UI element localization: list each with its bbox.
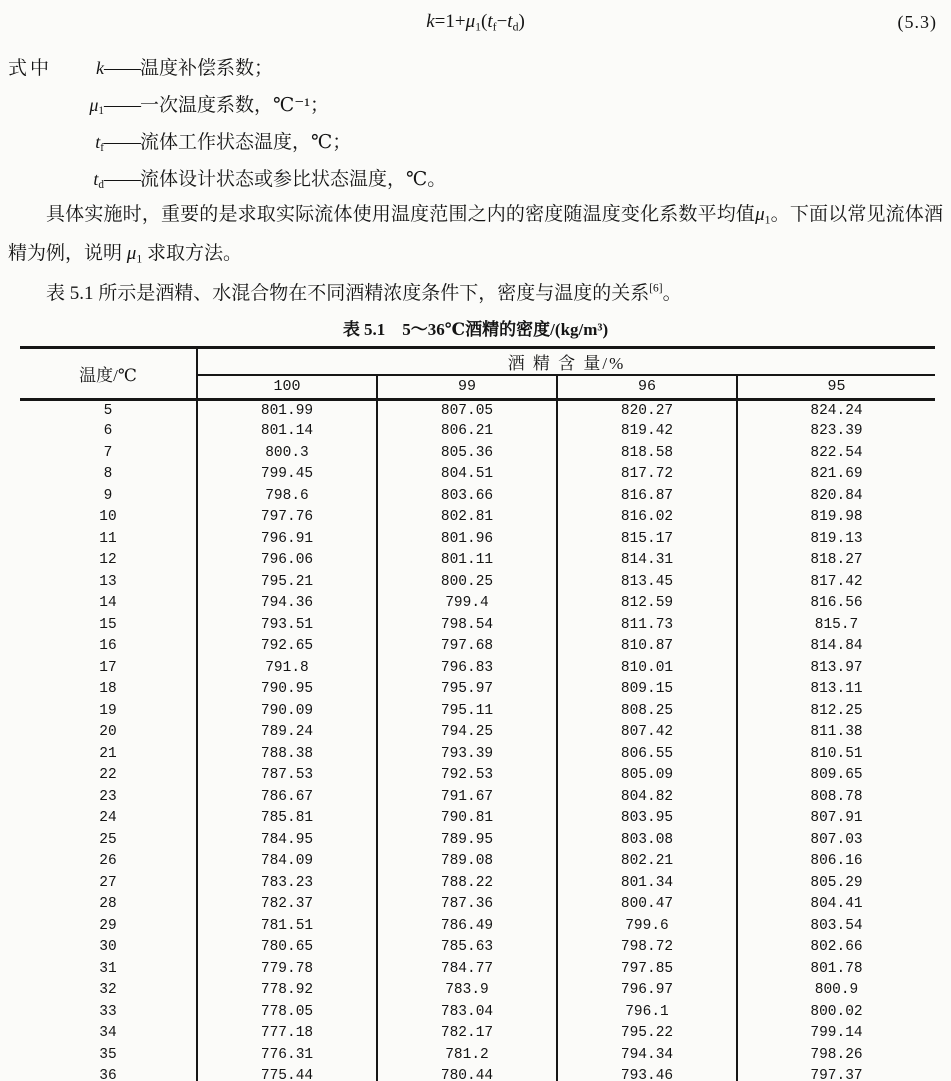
density-cell: 810.51	[810, 745, 863, 762]
col-header-95: 95	[737, 375, 935, 399]
density-cell: 811.38	[810, 724, 863, 741]
table-row	[20, 507, 935, 529]
density-cell: 791.8	[197, 657, 377, 679]
table-row	[20, 915, 935, 937]
table-row	[20, 829, 935, 851]
paragraph-text: 。下面以常见流体酒精为例，说明	[8, 204, 943, 264]
density-cell: 814.84	[810, 638, 863, 655]
density-cell: 801.99	[197, 399, 377, 421]
table-row	[20, 485, 935, 507]
paragraph-table-intro	[8, 277, 943, 311]
density-cell: 813.11	[810, 681, 863, 698]
temperature-cell: 28	[20, 894, 197, 916]
table-row	[20, 550, 935, 572]
table-row	[20, 894, 935, 916]
density-cell: 804.51	[377, 464, 557, 486]
density-cell: 818.58	[557, 442, 737, 464]
temperature-cell: 27	[20, 872, 197, 894]
equation-number: (5.3)	[897, 12, 937, 32]
temperature-cell: 23	[20, 786, 197, 808]
density-cell: 807.42	[557, 722, 737, 744]
density-cell: 791.67	[377, 786, 557, 808]
var-td: t	[507, 11, 513, 32]
temperature-cell: 29	[20, 915, 197, 937]
table-container	[8, 346, 943, 1081]
density-cell: 775.44	[197, 1066, 377, 1081]
var-mu-inline: μ	[755, 204, 765, 225]
density-cell: 797.37	[810, 1067, 863, 1081]
density-cell: 796.06	[197, 550, 377, 572]
table-row	[20, 464, 935, 486]
reference-6: [6]	[649, 282, 663, 295]
density-cell: 810.01	[557, 657, 737, 679]
density-cell: 792.53	[377, 765, 557, 787]
temperature-cell: 31	[20, 958, 197, 980]
density-cell: 779.78	[197, 958, 377, 980]
temperature-cell: 6	[20, 421, 197, 443]
density-cell: 805.29	[810, 874, 863, 891]
table-row	[20, 593, 935, 615]
density-cell: 816.02	[557, 507, 737, 529]
density-cell: 823.39	[810, 423, 863, 440]
col-header-alcohol-content: 酒 精 含 量/%	[197, 348, 935, 376]
density-cell: 778.92	[197, 980, 377, 1002]
density-cell: 781.51	[197, 915, 377, 937]
density-cell: 778.05	[197, 1001, 377, 1023]
density-cell: 801.14	[197, 421, 377, 443]
definition-line-td	[8, 161, 943, 198]
density-cell: 789.95	[377, 829, 557, 851]
density-cell: 804.41	[810, 896, 863, 913]
col-header-100: 100	[197, 375, 377, 399]
definition-line-k	[8, 50, 943, 87]
temperature-cell: 34	[20, 1023, 197, 1045]
table-row	[20, 700, 935, 722]
density-cell: 786.67	[197, 786, 377, 808]
where-label: 式中	[8, 58, 53, 79]
table-row	[20, 937, 935, 959]
density-cell: 784.95	[197, 829, 377, 851]
temperature-cell: 24	[20, 808, 197, 830]
density-cell: 797.68	[377, 636, 557, 658]
density-cell: 819.13	[810, 530, 863, 547]
density-cell: 795.22	[557, 1023, 737, 1045]
density-cell: 801.11	[377, 550, 557, 572]
density-cell: 783.23	[197, 872, 377, 894]
temperature-cell: 25	[20, 829, 197, 851]
term-td: $t_d$	[93, 169, 104, 192]
density-cell: 793.51	[197, 614, 377, 636]
temperature-cell: 7	[20, 442, 197, 464]
density-cell: 800.25	[377, 571, 557, 593]
density-cell: 790.09	[197, 700, 377, 722]
definition-text: 流体工作状态温度，℃；	[140, 132, 352, 153]
density-cell: 802.21	[557, 851, 737, 873]
density-cell: 800.3	[197, 442, 377, 464]
density-cell: 799.14	[810, 1025, 863, 1042]
density-cell: 783.9	[377, 980, 557, 1002]
em-dash: ——	[104, 132, 140, 153]
table-row	[20, 765, 935, 787]
em-dash: ——	[104, 58, 140, 79]
temperature-cell: 32	[20, 980, 197, 1002]
density-cell: 795.97	[377, 679, 557, 701]
table-row	[20, 958, 935, 980]
density-cell: 812.25	[810, 702, 863, 719]
density-cell: 822.54	[810, 444, 863, 461]
table-row	[20, 1044, 935, 1066]
var-mu-inline: μ	[126, 242, 137, 264]
density-cell: 802.81	[377, 507, 557, 529]
temperature-cell: 12	[20, 550, 197, 572]
density-cell: 782.17	[377, 1023, 557, 1045]
density-cell: 798.6	[197, 485, 377, 507]
temperature-cell: 14	[20, 593, 197, 615]
density-cell: 806.55	[557, 743, 737, 765]
temperature-cell: 15	[20, 614, 197, 636]
temperature-cell: 26	[20, 851, 197, 873]
density-cell: 786.49	[377, 915, 557, 937]
density-cell: 814.31	[557, 550, 737, 572]
density-cell: 799.45	[197, 464, 377, 486]
table-row	[20, 786, 935, 808]
temperature-cell: 19	[20, 700, 197, 722]
density-cell: 824.24	[810, 402, 863, 419]
density-cell: 780.44	[377, 1066, 557, 1081]
density-cell: 784.09	[197, 851, 377, 873]
density-cell: 796.1	[557, 1001, 737, 1023]
density-cell: 789.08	[377, 851, 557, 873]
var-mu: μ	[465, 11, 476, 32]
density-cell: 803.08	[557, 829, 737, 851]
density-cell: 807.03	[810, 831, 863, 848]
density-cell: 799.4	[377, 593, 557, 615]
table-title: 表 5.1 5～36℃酒精的密度/(kg/m³)	[342, 320, 609, 340]
density-cell: 800.47	[557, 894, 737, 916]
term-k: k	[96, 58, 104, 78]
density-cell: 792.65	[197, 636, 377, 658]
table-row	[20, 808, 935, 830]
density-cell: 819.42	[557, 421, 737, 443]
density-cell: 818.27	[810, 552, 863, 569]
density-cell: 820.84	[810, 487, 863, 504]
table-row	[20, 636, 935, 658]
density-cell: 794.25	[377, 722, 557, 744]
density-cell: 806.16	[810, 853, 863, 870]
definition-text: 温度补偿系数；	[140, 58, 274, 79]
table-row	[20, 399, 935, 421]
temperature-cell: 18	[20, 679, 197, 701]
density-cell: 808.78	[810, 788, 863, 805]
density-cell: 794.34	[557, 1044, 737, 1066]
var-tf-sub: f	[492, 20, 497, 34]
density-cell: 807.91	[810, 810, 863, 827]
density-cell: 808.25	[557, 700, 737, 722]
var-k: k	[426, 11, 435, 32]
minus-sign: −	[496, 11, 508, 32]
density-cell: 783.04	[377, 1001, 557, 1023]
density-cell: 787.53	[197, 765, 377, 787]
density-cell: 780.65	[197, 937, 377, 959]
density-cell: 801.78	[810, 960, 863, 977]
density-cell: 813.97	[810, 659, 863, 676]
definitions-block	[8, 50, 943, 198]
definition-text: 流体设计状态或参比状态温度，℃。	[140, 169, 447, 190]
temperature-cell: 13	[20, 571, 197, 593]
temperature-cell: 22	[20, 765, 197, 787]
density-cell: 801.96	[377, 528, 557, 550]
density-cell: 793.46	[557, 1066, 737, 1081]
col-header-96: 96	[557, 375, 737, 399]
temperature-cell: 20	[20, 722, 197, 744]
temperature-cell: 30	[20, 937, 197, 959]
formula-5-3	[426, 11, 525, 32]
table-row	[20, 614, 935, 636]
temperature-cell: 33	[20, 1001, 197, 1023]
table-row	[20, 421, 935, 443]
density-cell: 802.66	[810, 939, 863, 956]
temperature-cell: 17	[20, 657, 197, 679]
density-cell: 798.54	[377, 614, 557, 636]
density-cell: 815.7	[814, 616, 859, 633]
var-tf: t	[487, 11, 493, 32]
paragraph-method: 具体实施时，重要的是求取实际流体使用温度范围之内的密度随温度变化系数平均值$\mu_1$。下面以常见流体酒精为例，说明 $\mu_1$ 求取方法。	[8, 204, 943, 266]
density-cell: 813.45	[557, 571, 737, 593]
paragraph-text: 具体实施时，重要的是求取实际流体使用温度范围之内的密度随温度变化系数平均值	[46, 204, 756, 225]
density-cell: 803.95	[557, 808, 737, 830]
table-row	[20, 679, 935, 701]
density-cell: 803.54	[810, 917, 863, 934]
formula-operator: =1+	[434, 11, 466, 32]
density-cell: 820.27	[557, 399, 737, 421]
density-cell: 798.72	[557, 937, 737, 959]
term-mu1: $\mu_1$	[89, 95, 104, 118]
temperature-cell: 21	[20, 743, 197, 765]
table-row	[20, 722, 935, 744]
definition-line-mu1	[8, 87, 943, 124]
temperature-cell: 8	[20, 464, 197, 486]
density-cell: 817.72	[557, 464, 737, 486]
temperature-cell: 35	[20, 1044, 197, 1066]
density-cell: 815.17	[557, 528, 737, 550]
temperature-cell: 36	[20, 1066, 197, 1081]
density-cell: 796.83	[377, 657, 557, 679]
density-cell: 801.34	[557, 872, 737, 894]
density-cell: 788.38	[197, 743, 377, 765]
paren-open: (	[481, 11, 488, 32]
density-cell: 819.98	[810, 509, 863, 526]
density-table	[20, 346, 935, 1081]
density-cell: 788.22	[377, 872, 557, 894]
density-cell: 787.36	[377, 894, 557, 916]
density-cell: 790.95	[197, 679, 377, 701]
temperature-cell: 9	[20, 485, 197, 507]
density-cell: 793.39	[377, 743, 557, 765]
paragraph-text: 。	[662, 282, 682, 304]
density-cell: 782.37	[197, 894, 377, 916]
table-row	[20, 1001, 935, 1023]
paren-close: )	[518, 11, 525, 32]
paragraph-text: 求取方法。	[142, 242, 242, 264]
term-tf: $t_f$	[95, 132, 104, 155]
density-cell: 781.2	[377, 1044, 557, 1066]
table-row	[20, 1023, 935, 1045]
paragraph-text: 表 5.1 所示是酒精、水混合物在不同酒精浓度条件下，密度与温度的关系	[46, 282, 650, 304]
density-cell: 797.85	[557, 958, 737, 980]
var-td-sub: d	[512, 20, 519, 34]
density-cell: 785.63	[377, 937, 557, 959]
density-cell: 800.02	[810, 1003, 863, 1020]
density-cell: 816.87	[557, 485, 737, 507]
density-cell: 798.26	[810, 1046, 863, 1063]
definition-text: 一次温度系数，℃⁻¹；	[140, 95, 329, 116]
table-row	[20, 657, 935, 679]
density-cell: 821.69	[810, 466, 863, 483]
table-row	[20, 528, 935, 550]
density-cell: 810.87	[557, 636, 737, 658]
temperature-cell: 16	[20, 636, 197, 658]
table-row	[20, 980, 935, 1002]
density-cell: 803.66	[377, 485, 557, 507]
density-cell: 799.6	[557, 915, 737, 937]
table-row	[20, 851, 935, 873]
density-cell: 776.31	[197, 1044, 377, 1066]
density-cell: 795.11	[377, 700, 557, 722]
em-dash: ——	[104, 95, 140, 116]
density-cell: 797.76	[197, 507, 377, 529]
temperature-cell: 5	[20, 399, 197, 421]
table-row	[20, 1066, 935, 1081]
density-cell: 789.24	[197, 722, 377, 744]
definition-line-tf	[8, 124, 943, 161]
table-row	[20, 743, 935, 765]
density-cell: 794.36	[197, 593, 377, 615]
temperature-cell: 10	[20, 507, 197, 529]
density-cell: 809.15	[557, 679, 737, 701]
density-cell: 816.56	[810, 595, 863, 612]
density-cell: 809.65	[810, 767, 863, 784]
density-cell: 785.81	[197, 808, 377, 830]
density-cell: 796.97	[557, 980, 737, 1002]
density-cell: 777.18	[197, 1023, 377, 1045]
density-cell: 812.59	[557, 593, 737, 615]
density-cell: 806.21	[377, 421, 557, 443]
density-cell: 807.05	[377, 399, 557, 421]
table-body	[20, 399, 935, 1081]
em-dash: ——	[104, 169, 140, 190]
col-header-temperature: 温度/℃	[20, 348, 197, 400]
formula-line	[8, 8, 943, 38]
temperature-cell: 11	[20, 528, 197, 550]
table-row	[20, 571, 935, 593]
table-row	[20, 442, 935, 464]
density-cell: 796.91	[197, 528, 377, 550]
density-cell: 795.21	[197, 571, 377, 593]
density-cell: 811.73	[557, 614, 737, 636]
density-cell: 800.9	[814, 982, 859, 999]
density-cell: 790.81	[377, 808, 557, 830]
density-cell: 805.09	[557, 765, 737, 787]
density-cell: 804.82	[557, 786, 737, 808]
table-row	[20, 872, 935, 894]
var-mu-sub: 1	[475, 20, 482, 34]
density-cell: 805.36	[377, 442, 557, 464]
density-cell: 784.77	[377, 958, 557, 980]
density-cell: 817.42	[810, 573, 863, 590]
col-header-99: 99	[377, 375, 557, 399]
